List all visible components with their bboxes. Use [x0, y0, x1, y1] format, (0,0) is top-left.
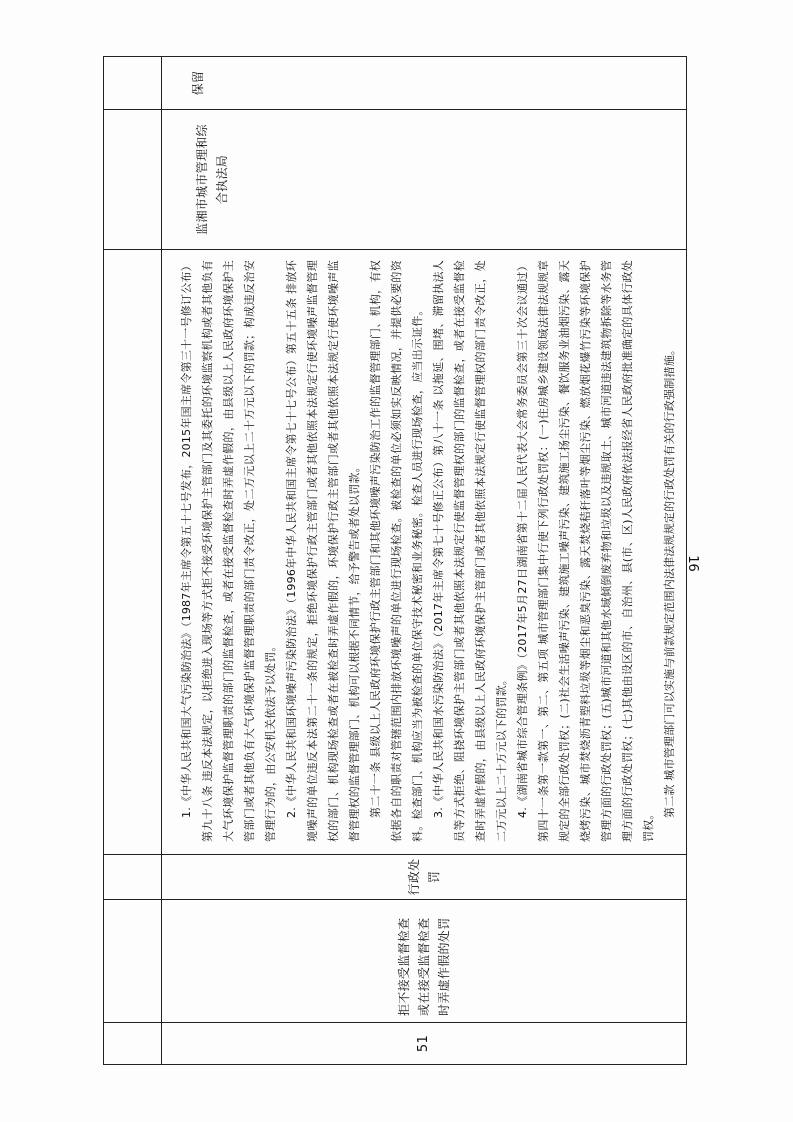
department: 监湘市城市管理和综合执法局	[195, 124, 229, 235]
legal-basis-cell	[162, 250, 687, 855]
item-name: 拒不接受监督检查或在接受监督检查时弄虚作假的处罚	[397, 917, 451, 1016]
basis-paragraph: 1.《中华人民共和国大气污染防治法》（1987年主席令第五十七号发布，2015年国主席令第三十一号修订公布）第九十八条 违反本法规定，以拒绝进入现场等方式拒不接受环境保护主管部门及其委托的环境监察机构或者其他负有大气环境保护监督管理职责的部门的监督检查，或者在接受监督检查时弄虚作假的，由县级以上人民政府环境保护主管部门或者其他负有大气环境保护监督管理职责的部门责令改正，处二万元以上二十万元以下的罚款；构成违反治安管理行为的，由公安机关依法予以处罚。	[180, 260, 277, 842]
department-cell	[162, 110, 687, 250]
item-name-cell	[162, 900, 687, 1023]
remark-cell	[162, 57, 687, 110]
table-row-header-gap	[104, 57, 162, 1065]
item-type-cell	[162, 855, 687, 900]
serial-number-cell	[162, 1023, 687, 1065]
page-number: 16	[684, 555, 700, 572]
basis-paragraph: 2.《中华人民共和国环境噪声污染防治法》（1996年中华人民共和国主席令第七十七号公布）第五十五条 排放环境噪声的单位违反本法第二十一条的规定，拒绝环境保护行政主管部门或者其他依照本法规定行使环境噪声监督管理权的部门、机构现场检查或者在被检查时弄虚作假的，环境保护行政主管部门或者其他依照本法规定行使环境噪声监督管理权的监督管理部门、机构可以根据不同情节，给予警告或者处以罚款。	[285, 260, 361, 842]
basis-paragraph: 4.《湖南省城市综合管理条例》（2017年5月27日湖南省第十二届人民代表大会常务委员会第三十次会议通过）第四十一条第一款第一、第二、第五项 城市管理部门集中行使下列行政处罚权：(一)住房城乡建设领域法律法规规章规定的全部行政处罚权；(二)社会生活噪声污染、建筑施工噪声污染、建筑施工扬尘污染、餐饮服务业油烟污染、露天烧烤污染、城市焚烧沥青塑料垃圾等烟尘和恶臭污染、露天焚烧秸秆落叶等烟尘污染、燃放烟花爆竹污染等环境保护管理方面的行政处罚权；(五)城市河道和其他水域倾倒废弃物和垃圾以及违规取土、城市河道违法建筑物拆除等水务管理方面的行政处罚权；(七)其他由设区的市、自治州、县(市、区)人民政府依法报经省人民政府批准确定的具体行政处罚权。	[516, 260, 655, 842]
basis-paragraph: 3.《中华人民共和国水污染防治法》（2017年主席令第七十号修正公布）第八十一条 以拖延、围堵、滞留执法人员等方式拒绝、阻挠环境保护主管部门或者其他依照本法规定行使监督管理权的部门的监督检查，或者在接受监督检查时弄虚作假的，由县级以上人民政府环境保护主管部门或者其他依照本法规定行使监督管理权的部门责令改正，处二万元以上二十万元以下的罚款。	[432, 260, 508, 842]
basis-paragraph: 第二十一条 县级以上人民政府环境保护行政主管部门和其他环境噪声污染防治工作的监督管理部门、机构，有权依据各自的职责对管辖范围内排放环境噪声的单位进行现场检查。被检查的单位必须如实反映情况，并提供必要的资料。检查部门、机构应当为被检查的单位保守技术秘密和业务秘密。检查人员进行现场检查，应当出示证件。	[369, 260, 424, 842]
item-type: 行政处罚	[407, 858, 441, 896]
basis-paragraph: 第二款 城市管理部门可以实施与前款规定范围内法律法规规定的行政处罚有关的行政强制措施。	[663, 343, 676, 818]
remark: 保留	[191, 70, 205, 96]
power-list-table	[103, 56, 687, 1065]
serial-number: 51	[416, 1034, 431, 1053]
table-row	[162, 57, 687, 1065]
legal-basis	[162, 250, 686, 854]
